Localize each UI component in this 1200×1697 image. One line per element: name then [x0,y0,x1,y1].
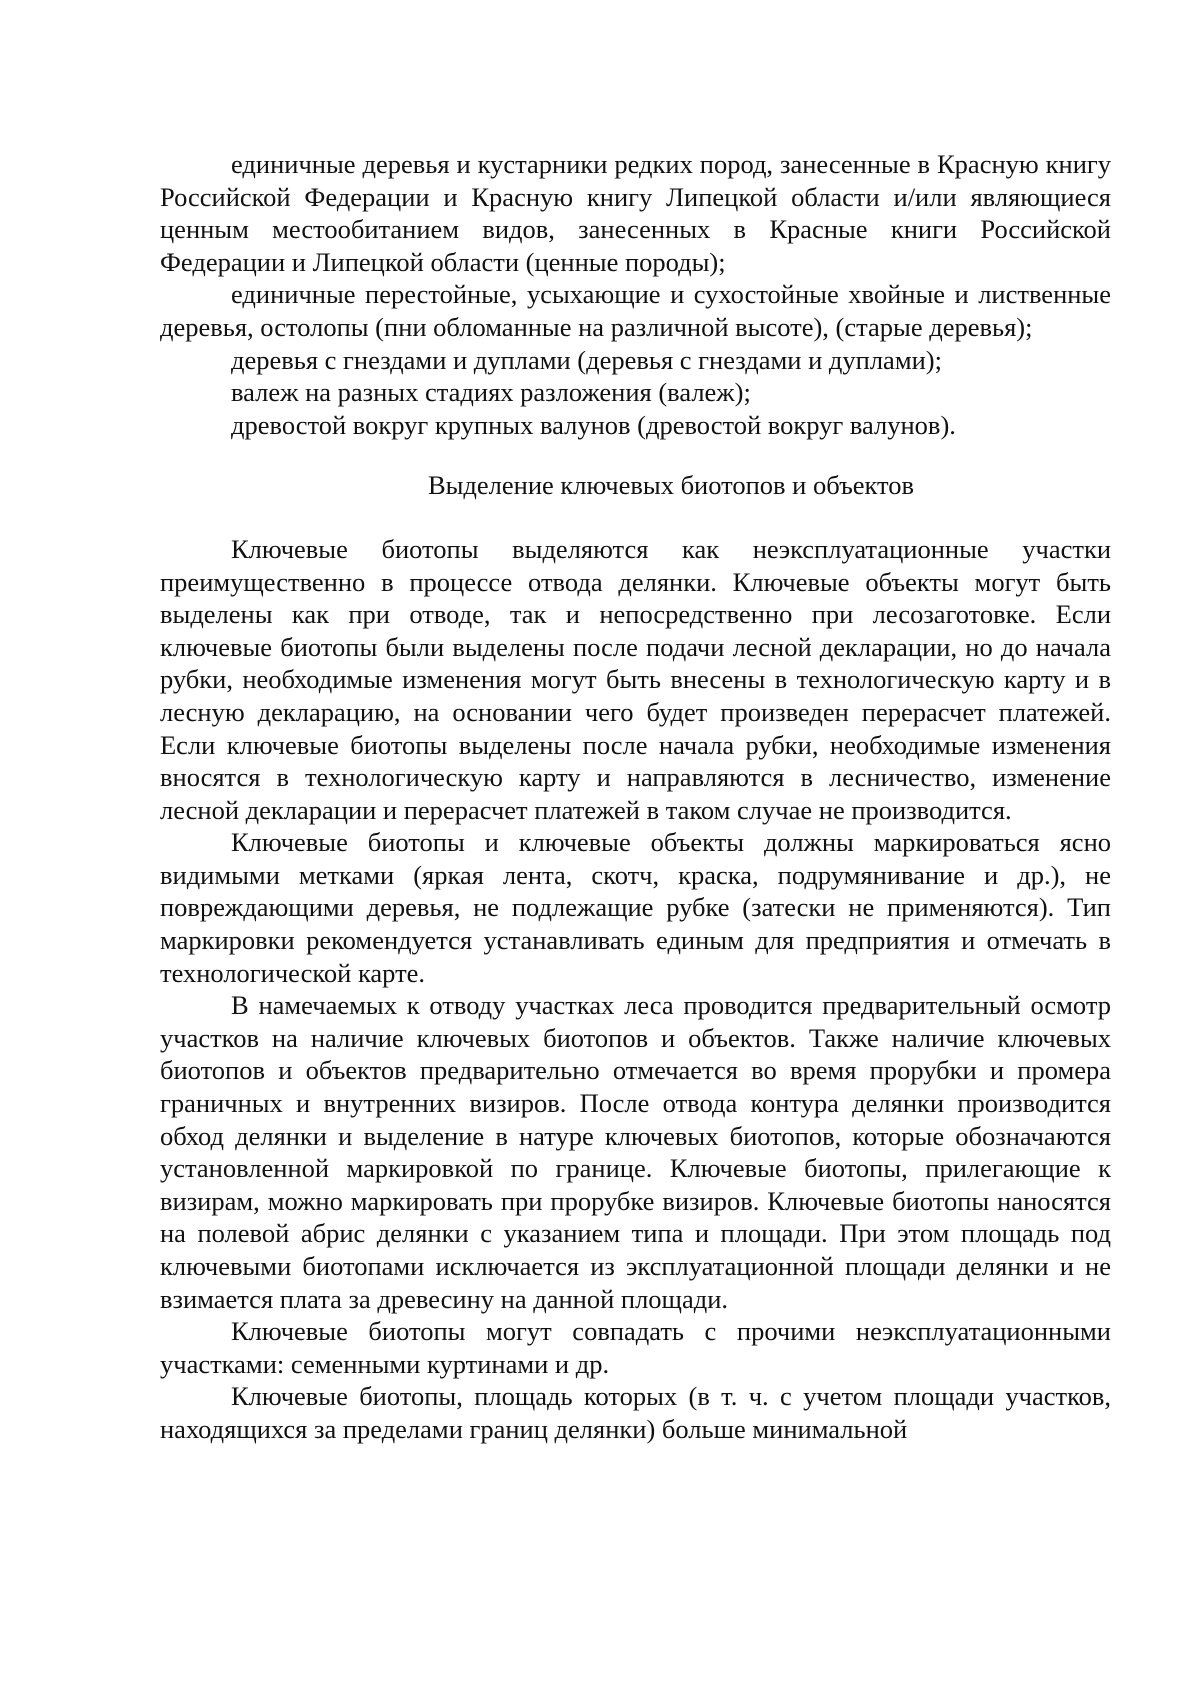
paragraph-marking: Ключевые биотопы и ключевые объекты должны маркироваться ясно видимыми метками (яркая лента, скотч, краска, подрумянивание и др.), не повреждающими деревья, не подлежащие рубке (затески не применяются). Тип маркировки рекомендуется устанавливать единым для предприятия и отмечать в технологической карте. [160,827,1111,988]
paragraph-area: Ключевые биотопы, площадь которых (в т. ч. с учетом площади участков, находящихся за пределами границ делянки) больше минимальной [160,1381,1111,1444]
paragraph-old-trees: единичные перестойные, усыхающие и сухостойные хвойные и лиственные деревья, остолопы (пни обломанные на различной высоте), (старые деревья); [160,279,1111,342]
section-heading: Выделение ключевых биотопов и объектов [427,470,915,501]
paragraph-rare-species: единичные деревья и кустарники редких пород, занесенные в Красную книгу Российской Федерации и Красную книгу Липецкой области и/или являющиеся ценным местообитанием видов, занесенных в Красные книги Российской Федерации и Липецкой области (ценные породы); [160,149,1111,277]
spacer [160,441,1111,469]
spacer [160,502,1111,533]
document-page [160,148,1111,1446]
paragraph-boulders: древостой вокруг крупных валунов (древостой вокруг валунов). [231,409,956,440]
paragraph-inspection: В намечаемых к отводу участках леса проводится предварительный осмотр участков на наличие ключевых биотопов и объектов. Также наличие ключевых биотопов и объектов предварительно отмечается во время прорубки и промера граничных и внутренних визиров. После отвода контура делянки производится обход делянки и выделение в натуре ключевых биотопов, которые обозначаются установленной маркировкой по границе. Ключевые биотопы, прилегающие к визирам, можно маркировать при прорубке визиров. Ключевые биотопы наносятся на полевой абрис делянки с указанием типа и площади. При этом площадь под ключевыми биотопами исключается из эксплуатационной площади делянки и не взимается плата за древесину на данной площади. [160,990,1111,1314]
paragraph-allocation: Ключевые биотопы выделяются как неэксплуатационные участки преимущественно в процессе отвода делянки. Ключевые объекты могут быть выделены как при отводе, так и непосредственно при лесозаготовке. Если ключевые биотопы были выделены после подачи лесной декларации, но до начала рубки, необходимые изменения могут быть внесены в технологическую карту и в лесную декларацию, на основании чего будет произведен перерасчет платежей. Если ключевые биотопы выделены после начала рубки, необходимые изменения вносятся в технологическую карту и направляются в лесничество, изменение лесной декларации и перерасчет платежей в таком случае не производится. [160,533,1111,825]
paragraph-overlap: Ключевые биотопы могут совпадать с прочими неэксплуатационными участками: семенными куртинами и др. [160,1316,1111,1379]
paragraph-deadwood: валеж на разных стадиях разложения (валеж); [231,377,751,408]
paragraph-nest-trees: деревья с гнездами и дуплами (деревья с гнездами и дуплами); [231,344,942,375]
